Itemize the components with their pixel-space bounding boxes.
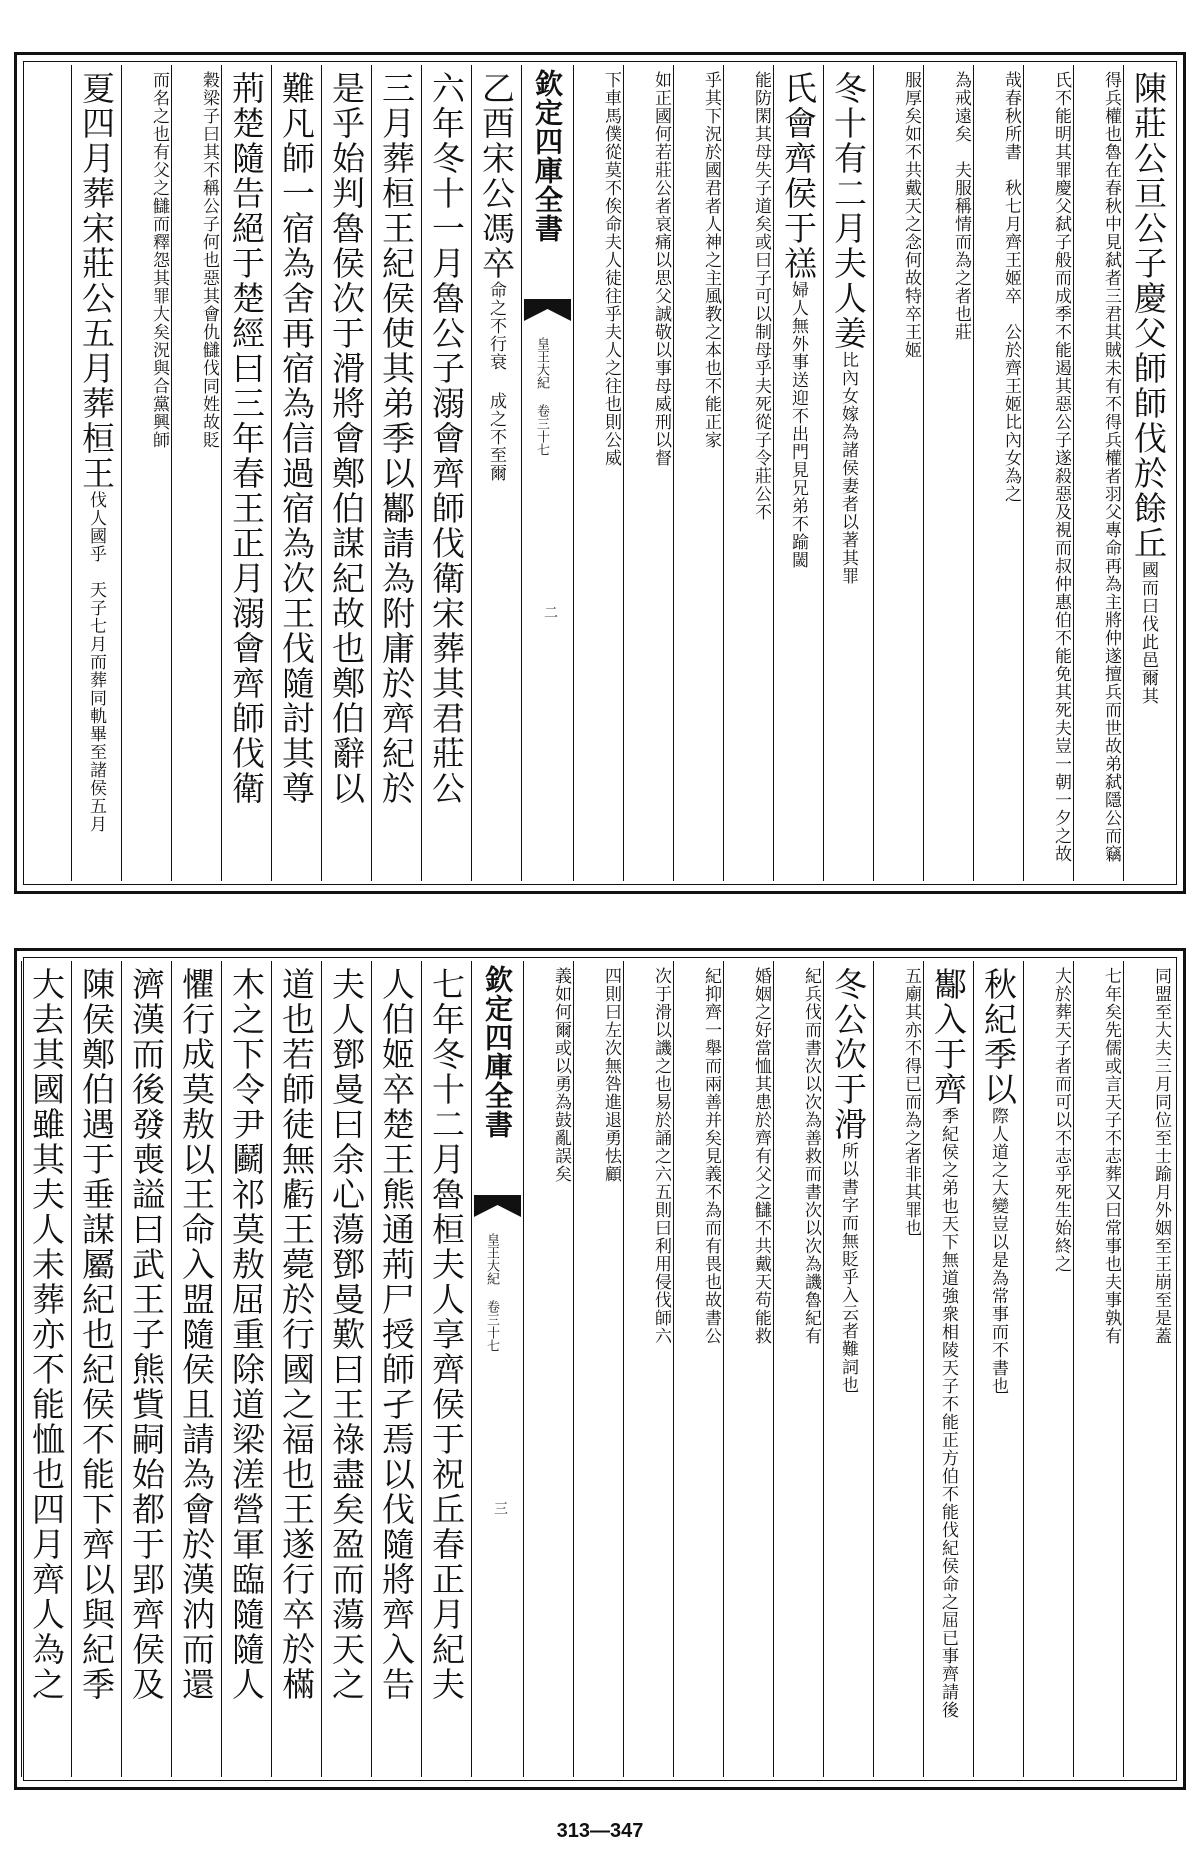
main-text: 冬公次于滑	[829, 967, 868, 1142]
text-column	[1023, 65, 1073, 881]
main-text: 難凡師一宿為舍再宿為信過宿為次王伐隨討其尊	[277, 71, 316, 806]
text-column	[471, 65, 521, 881]
main-text: 七年冬十二月魯桓夫人享齊侯于祝丘春正月紀夫	[427, 967, 466, 1702]
text-column	[623, 65, 673, 881]
main-text: 人伯姬卒楚王熊通荊尸授師孑焉以伐隨將齊入告	[377, 967, 416, 1702]
text-column	[271, 961, 321, 1777]
text-column	[321, 961, 371, 1777]
text-column	[773, 65, 823, 881]
book-title: 欽定四庫全書	[531, 69, 564, 243]
main-text: 氏會齊侯于禚	[779, 71, 818, 281]
main-text: 夫人鄧曼曰余心蕩鄧曼歎曰王祿盡矣盈而蕩天之	[327, 967, 366, 1702]
chapter-label: 皇王大紀 卷三十七	[534, 337, 549, 456]
main-text: 乙酉宋公馮卒	[477, 71, 516, 281]
main-text: 木之下令尹鬬祁莫敖屈重除道梁溠營軍臨隨隨人	[227, 967, 266, 1702]
main-text: 濟漢而後發喪謚曰武王子熊貲嗣始都于郢齊侯及	[127, 967, 166, 1702]
annotation-text: 次于滑以譏之也易於誦之六五則曰利用侵伐師六	[651, 967, 671, 1345]
text-column	[573, 65, 623, 881]
annotation-text: 義如何爾或以勇為鼓亂誤矣	[551, 967, 571, 1183]
text-column	[523, 961, 573, 1777]
annotation-text: 七年矣先儒或言天子不志葬又曰常事也夫事孰有	[1101, 967, 1121, 1345]
annotation-text: 下車馬僕從莫不俟命夫人徒往乎夫人之往也則公威	[601, 71, 621, 467]
annotation-text: 服厚矣如不共戴天之念何故特卒王姬	[901, 71, 921, 359]
text-column	[573, 961, 623, 1777]
text-column	[823, 961, 873, 1777]
annotation-text: 婦人無外事送迎不出門見兄弟不踰閾	[788, 281, 808, 569]
text-column	[873, 961, 923, 1777]
main-text: 道也若師徒無虧王薨於行國之福也王遂行卒於樠	[277, 967, 316, 1702]
main-text: 秋紀季以	[979, 967, 1018, 1107]
annotation-text: 穀梁子曰其不稱公子何也惡其會仇讎伐同姓故貶	[199, 71, 219, 449]
text-column	[1123, 65, 1173, 881]
text-column	[171, 65, 221, 881]
chapter-label: 皇王大紀 卷三十七	[484, 1233, 499, 1352]
annotation-text: 比內女嫁為諸侯妻者以著其罪	[838, 351, 858, 585]
text-column	[171, 961, 221, 1777]
text-column	[221, 961, 271, 1777]
text-column	[723, 961, 773, 1777]
folio-number: 二	[542, 605, 558, 619]
folio-number: 三	[492, 1501, 508, 1515]
bottom-columns	[27, 961, 1173, 1777]
text-column	[421, 961, 471, 1777]
text-column	[673, 961, 723, 1777]
text-column	[923, 65, 973, 881]
text-column	[121, 961, 171, 1777]
text-column	[271, 65, 321, 881]
text-column	[1023, 961, 1073, 1777]
text-column	[1073, 961, 1123, 1777]
page-code: 313—347	[556, 1820, 644, 1842]
main-text: 六年冬十一月魯公子溺會齊師伐衛宋葬其君莊公	[427, 71, 466, 806]
text-column	[973, 65, 1023, 881]
main-text: 三月葬桓王紀侯使其弟季以酅請為附庸於齊紀於	[377, 71, 416, 806]
annotation-text: 哉春秋所書 秋七月齊王姬卒 公於齊王姬比內女為之	[1001, 71, 1021, 503]
main-text: 大去其國雖其夫人未葬亦不能恤也四月齊人為之	[27, 967, 66, 1702]
annotation-text: 乎其下況於國君者人神之主風教之本也不能正家	[701, 71, 721, 449]
text-column	[121, 65, 171, 881]
fishtail-icon	[472, 1195, 523, 1217]
annotation-text: 紀兵伐而書次以次為善救而書次以次為譏魯紀有	[801, 967, 821, 1345]
main-text: 荊楚隨告絕于楚經曰三年春王正月溺會齊師伐衛	[227, 71, 266, 806]
text-column	[321, 65, 371, 881]
annotation-text: 而名之也有父之讎而釋怨其罪大矣況與合黨興師	[149, 71, 169, 449]
annotation-text: 際人道之大變豈以是為常事而不書也	[988, 1107, 1008, 1395]
text-column	[873, 65, 923, 881]
main-text: 冬十有二月夫人姜	[829, 71, 868, 351]
top-page	[14, 52, 1186, 894]
text-column	[723, 65, 773, 881]
center-fold	[521, 65, 573, 881]
annotation-text: 五廟其亦不得已而為之者非其罪也	[901, 967, 921, 1237]
main-text: 是乎始判魯侯次于滑將會鄭伯謀紀故也鄭伯辭以	[327, 71, 366, 806]
text-column	[1073, 65, 1123, 881]
text-column	[623, 961, 673, 1777]
main-text: 陳莊公亘公子慶父師師伐於餘丘	[1129, 71, 1168, 561]
text-column	[923, 961, 973, 1777]
text-column	[973, 961, 1023, 1777]
text-column	[1123, 961, 1173, 1777]
top-columns	[27, 65, 1173, 881]
text-column	[823, 65, 873, 881]
annotation-text: 同盟至大夫三月同位至士踰月外姻至王崩至是蓋	[1151, 967, 1171, 1345]
main-text: 懼行成莫敖以王命入盟隨侯且請為會於漢汭而還	[177, 967, 216, 1702]
annotation-text: 命之不行衰 成之不至爾	[486, 281, 506, 482]
main-text: 夏四月葬宋莊公五月葬桓王	[77, 71, 116, 491]
annotation-text: 為戒遠矣 夫服稱情而為之者也莊	[951, 71, 971, 341]
annotation-text: 紀抑齊一舉而兩善并矣見義不為而有畏也故書公	[701, 967, 721, 1345]
text-column	[71, 961, 121, 1777]
fishtail-icon	[522, 299, 573, 321]
annotation-text: 婚姻之好當恤其患於齊有父之讎不共戴天苟能救	[751, 967, 771, 1345]
text-column	[673, 65, 723, 881]
text-column	[371, 961, 421, 1777]
annotation-text: 大於葬天子者而可以不志乎死生始終之	[1051, 967, 1071, 1273]
text-column	[371, 65, 421, 881]
annotation-text: 如正國何若莊公者哀痛以思父誠敬以事母威刑以督	[651, 71, 671, 467]
annotation-text: 氏不能明其罪慶父弑子般而成季不能遏其惡公子遂殺惡及視而叔仲惠伯不能免其死夫豈一朝一夕之故	[1051, 71, 1071, 863]
text-column	[221, 65, 271, 881]
annotation-text: 季紀侯之弟也天下無道強衆相陵天子不能正方伯不能伐紀侯命之屈已事齊請後	[938, 1107, 958, 1719]
book-title: 欽定四庫全書	[481, 965, 514, 1139]
text-column	[773, 961, 823, 1777]
annotation-text: 所以書字而無貶乎入云者難詞也	[838, 1142, 858, 1394]
text-column	[421, 65, 471, 881]
annotation-text: 得兵權也魯在春秋中見弑者三君其賊未有不得兵權者羽父專命再為主將仲遂擅兵而世故弟弑隱公而竊	[1101, 71, 1121, 863]
center-fold	[471, 961, 523, 1777]
annotation-text: 國而曰伐此邑爾其	[1138, 561, 1158, 705]
bottom-page	[14, 948, 1186, 1790]
annotation-text: 四則曰左次無咎進退勇怯顧	[601, 967, 621, 1183]
annotation-text: 能防閑其母失子道矣或曰子可以制母乎夫死從子令莊公不	[751, 71, 771, 521]
text-column	[21, 961, 71, 1777]
main-text: 酅入于齊	[929, 967, 968, 1107]
text-column	[71, 65, 121, 881]
main-text: 陳侯鄭伯遇于垂謀屬紀也紀侯不能下齊以與紀季	[77, 967, 116, 1702]
annotation-text: 伐人國乎 天子七月而葬同軌畢至諸侯五月	[86, 491, 106, 833]
